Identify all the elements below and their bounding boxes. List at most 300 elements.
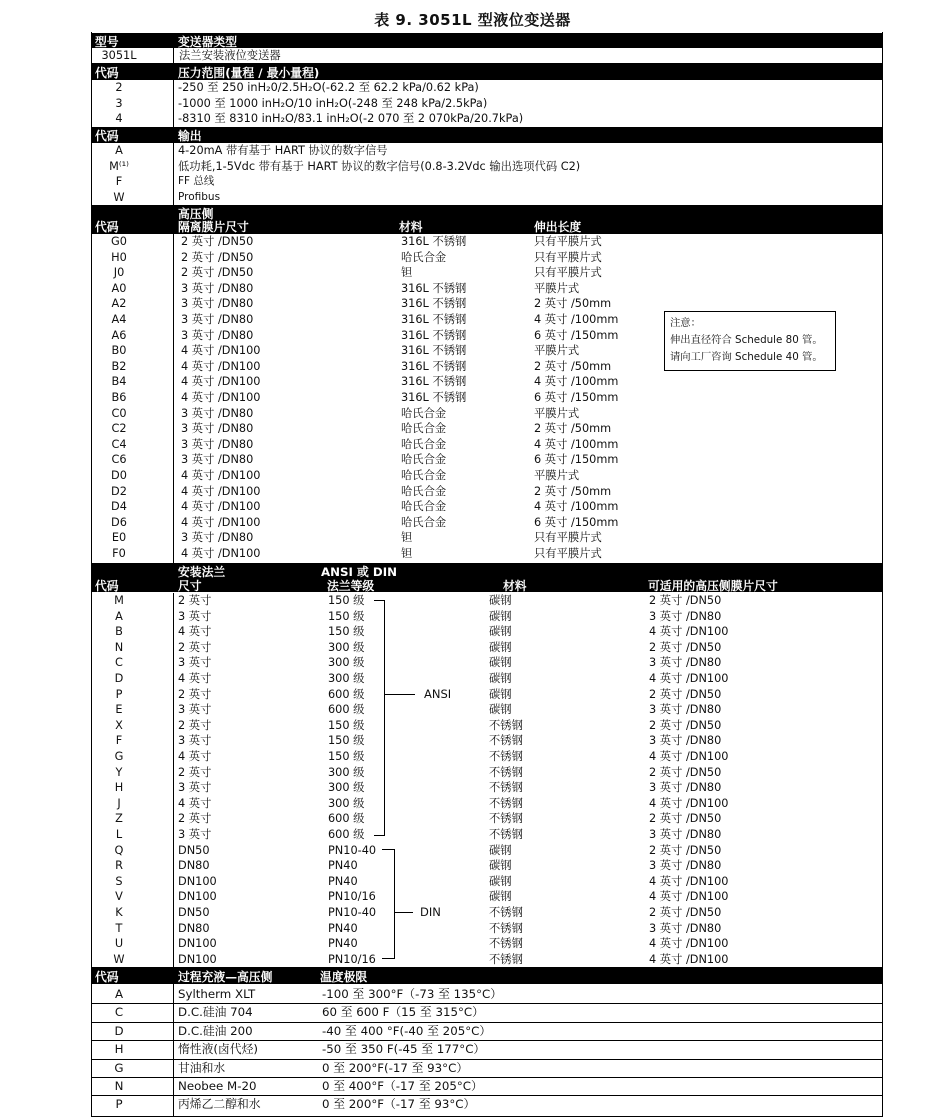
hp-extension: 只有平膜片式 (534, 250, 602, 264)
flange-row (91, 811, 882, 827)
flange-header-applicable: 可适用的高压侧膜片尺寸 (648, 579, 778, 593)
hp-row (91, 250, 882, 266)
flange-rating: PN10-40 (328, 906, 377, 919)
flange-applicable: 4 英寸 /DN100 (649, 672, 729, 685)
flange-row (91, 843, 882, 859)
fill-code: C (114, 1005, 124, 1020)
fill-temp: 0 至 200°F(-17 至 93°C） (322, 1060, 469, 1075)
hp-code: B0 (111, 344, 127, 358)
hp-row (91, 406, 882, 422)
flange-applicable: 4 英寸 /DN100 (649, 625, 729, 639)
fill-temp: 0 至 400°F（-17 至 205°C） (322, 1079, 483, 1093)
column-divider (173, 80, 174, 127)
note-box (664, 311, 836, 371)
fill-temp: 0 至 200°F（-17 至 93°C） (322, 1097, 476, 1112)
flange-applicable: 2 英寸 /DN50 (649, 594, 722, 607)
hp-material: 钽 (401, 266, 413, 280)
ansi-label: ANSI (424, 687, 452, 701)
flange-row (91, 905, 882, 921)
range-header-label: 压力范围(量程 / 最小量程) (178, 66, 320, 80)
flange-material: 不锈钢 (489, 734, 523, 748)
flange-code: V (115, 890, 123, 904)
flange-code: L (115, 828, 123, 841)
flange-applicable: 2 英寸 /DN50 (649, 718, 722, 732)
hp-material: 哈氏合金 (401, 515, 447, 529)
flange-material: 碳钢 (489, 843, 512, 857)
flange-code: F (115, 734, 123, 748)
hp-material: 哈氏合金 (401, 453, 447, 467)
ansi-bracket (374, 600, 385, 836)
hp-size: 4 英寸 /DN100 (181, 375, 261, 389)
flange-applicable: 4 英寸 /DN100 (649, 937, 729, 951)
flange-rating: PN40 (328, 921, 358, 935)
flange-row (91, 796, 882, 812)
flange-material: 不锈钢 (489, 952, 523, 966)
flange-size: DN50 (178, 843, 210, 857)
hp-size: 3 英寸 /DN80 (181, 422, 254, 436)
hp-extension: 4 英寸 /100mm (534, 313, 619, 326)
flange-material: 碳钢 (489, 874, 512, 888)
flange-applicable: 3 英寸 /DN80 (649, 656, 722, 670)
ansi-bracket-tick (385, 694, 415, 695)
hp-extension: 6 英寸 /150mm (534, 328, 619, 342)
hp-row (91, 281, 882, 297)
hp-code: A2 (111, 297, 127, 311)
hp-extension: 2 英寸 /50mm (534, 359, 612, 373)
fill-fluid: 丙烯乙二醇和水 (178, 1097, 261, 1112)
hp-code: C4 (111, 437, 127, 451)
hp-size: 2 英寸 /DN50 (181, 266, 254, 280)
hp-header (91, 205, 882, 234)
flange-rating: 300 级 (328, 672, 365, 685)
hp-code: F0 (112, 547, 126, 560)
output-text: 低功耗,1-5Vdc 带有基于 HART 协议的数字信号(0.8-3.2Vdc 输出选项代码 C2) (178, 159, 581, 173)
hp-header-top: 高压侧 (178, 207, 214, 221)
hp-material: 钽 (401, 547, 413, 560)
hp-size: 3 英寸 /DN80 (181, 313, 254, 326)
hp-size: 4 英寸 /DN100 (181, 391, 261, 404)
hp-code: H0 (111, 250, 127, 264)
flange-rating: PN40 (328, 874, 358, 888)
flange-rating: PN40 (328, 937, 358, 951)
hp-extension: 只有平膜片式 (534, 235, 602, 248)
flange-code: S (115, 874, 123, 888)
flange-material: 不锈钢 (489, 921, 523, 935)
flange-rating: 600 级 (328, 703, 365, 717)
output-code: F (115, 175, 123, 188)
flange-code: J (117, 796, 121, 810)
hp-material: 哈氏合金 (401, 250, 447, 264)
hp-row (91, 452, 882, 468)
fill-header-fluid: 过程充液—高压侧 (178, 970, 273, 984)
note-line: 请向工厂咨询 Schedule 40 管。 (670, 351, 823, 363)
din-bracket-tick (395, 912, 413, 913)
fill-header (91, 967, 882, 984)
flange-applicable: 4 英寸 /DN100 (649, 874, 729, 888)
flange-row (91, 921, 882, 937)
hp-row (91, 515, 882, 531)
hp-extension: 4 英寸 /100mm (534, 500, 619, 514)
fill-header-temp: 温度极限 (320, 970, 368, 984)
hp-size: 4 英寸 /DN100 (181, 547, 261, 560)
hp-code: A0 (111, 281, 127, 295)
fill-fluid: Syltherm XLT (178, 987, 256, 1001)
fill-temp: 60 至 600 F（15 至 315°C） (322, 1005, 484, 1020)
flange-applicable: 3 英寸 /DN80 (649, 828, 722, 841)
hp-material: 316L 不锈钢 (401, 359, 467, 373)
flange-code: R (115, 859, 123, 873)
flange-row (91, 733, 882, 749)
flange-material: 不锈钢 (489, 906, 523, 919)
flange-material: 不锈钢 (489, 937, 523, 951)
hp-material: 哈氏合金 (401, 406, 447, 420)
hp-row (91, 234, 882, 250)
flange-rating: 150 级 (328, 734, 365, 748)
hp-extension: 平膜片式 (534, 281, 580, 295)
flange-applicable: 4 英寸 /DN100 (649, 750, 729, 763)
hp-extension: 4 英寸 /100mm (534, 437, 619, 451)
column-divider (173, 48, 174, 64)
flange-size: DN50 (178, 906, 210, 919)
hp-size: 3 英寸 /DN80 (181, 531, 254, 545)
hp-row (91, 437, 882, 453)
flange-size: DN80 (178, 859, 210, 873)
range-code: 3 (115, 96, 123, 110)
fill-row-divider (91, 1003, 882, 1004)
flange-size: DN100 (178, 890, 217, 904)
flange-code: E (115, 703, 123, 717)
flange-size: 2 英寸 (178, 640, 212, 654)
flange-material: 碳钢 (489, 703, 512, 717)
flange-material: 碳钢 (489, 687, 512, 701)
model-text: 法兰安装液位变送器 (179, 49, 281, 62)
hp-size: 3 英寸 /DN80 (181, 406, 254, 420)
flange-row (91, 858, 882, 874)
flange-size: 4 英寸 (178, 672, 212, 685)
flange-rating: 300 级 (328, 796, 365, 810)
flange-material: 碳钢 (489, 672, 512, 685)
hp-material: 316L 不锈钢 (401, 391, 467, 404)
fill-temp: -100 至 300°F（-73 至 135°C） (322, 987, 503, 1001)
hp-row (91, 530, 882, 546)
hp-code: C2 (111, 422, 127, 436)
fill-row-divider (91, 1095, 882, 1096)
flange-header (91, 563, 882, 592)
flange-code: T (115, 921, 123, 935)
hp-material: 哈氏合金 (401, 500, 447, 514)
flange-row (91, 749, 882, 765)
flange-size: DN80 (178, 921, 210, 935)
output-row (91, 174, 882, 190)
flange-row (91, 936, 882, 952)
hp-material: 哈氏合金 (401, 437, 447, 451)
flange-size: 2 英寸 (178, 594, 212, 607)
note-line: 伸出直径符合 Schedule 80 管。 (670, 334, 823, 346)
flange-row (91, 640, 882, 656)
output-row (91, 143, 882, 159)
flange-row (91, 765, 882, 781)
flange-code: K (115, 906, 123, 919)
range-text: -1000 至 1000 inH₂O/10 inH₂O(-248 至 248 kPa/2.5kPa) (178, 96, 488, 110)
model-header-code: 型号 (95, 35, 119, 49)
column-divider (173, 234, 174, 563)
hp-extension: 平膜片式 (534, 469, 580, 482)
flange-row (91, 827, 882, 843)
hp-row (91, 265, 882, 281)
flange-code: Q (114, 843, 124, 857)
output-header-code: 代码 (95, 129, 119, 143)
fill-header-code: 代码 (95, 970, 119, 984)
flange-size: 3 英寸 (178, 781, 212, 795)
hp-material: 316L 不锈钢 (401, 375, 467, 389)
flange-material: 碳钢 (489, 609, 512, 623)
hp-header-code: 代码 (95, 220, 119, 234)
hp-size: 4 英寸 /DN100 (181, 515, 261, 529)
hp-material: 哈氏合金 (401, 422, 447, 436)
flange-size: 3 英寸 (178, 656, 212, 670)
flange-rating: 300 级 (328, 781, 365, 795)
flange-applicable: 2 英寸 /DN50 (649, 812, 722, 826)
fill-row (91, 1095, 882, 1113)
hp-extension: 平膜片式 (534, 344, 580, 358)
hp-code: C0 (111, 406, 127, 420)
fill-code: A (114, 987, 124, 1001)
hp-code: A6 (111, 328, 127, 342)
flange-row (91, 874, 882, 890)
flange-row (91, 952, 882, 968)
flange-rating: PN10/16 (328, 890, 376, 904)
flange-header-rating: 法兰等级 (327, 579, 375, 593)
hp-code: B2 (111, 359, 127, 373)
hp-material: 316L 不锈钢 (401, 297, 467, 311)
output-row (91, 159, 882, 175)
flange-material: 碳钢 (489, 890, 512, 904)
hp-extension: 6 英寸 /150mm (534, 453, 619, 467)
flange-header-top2: ANSI 或 DIN (321, 565, 397, 579)
output-text: 4-20mA 带有基于 HART 协议的数字信号 (178, 144, 388, 157)
flange-rating: 300 级 (328, 656, 365, 670)
fill-row (91, 1003, 882, 1021)
model-header-label: 变送器类型 (178, 35, 237, 49)
flange-code: W (113, 952, 125, 966)
fill-row-divider (91, 1040, 882, 1041)
flange-row (91, 889, 882, 905)
column-divider (173, 593, 174, 967)
flange-material: 不锈钢 (489, 828, 523, 841)
hp-extension: 6 英寸 /150mm (534, 515, 619, 529)
hp-code: B6 (111, 391, 127, 404)
flange-code: B (115, 625, 123, 639)
flange-row (91, 624, 882, 640)
hp-extension: 只有平膜片式 (534, 266, 602, 280)
flange-material: 碳钢 (489, 859, 512, 873)
hp-code: D2 (111, 484, 127, 498)
fill-fluid: 惰性液(卤代烃) (178, 1042, 258, 1057)
output-code: M⁽¹⁾ (109, 159, 129, 173)
fill-row (91, 1077, 882, 1095)
hp-size: 3 英寸 /DN80 (181, 297, 254, 311)
flange-material: 不锈钢 (489, 718, 523, 732)
flange-code: U (114, 937, 124, 951)
flange-size: 3 英寸 (178, 609, 212, 623)
flange-applicable: 3 英寸 /DN80 (649, 859, 722, 873)
flange-size: 3 英寸 (178, 828, 212, 841)
flange-size: 2 英寸 (178, 687, 212, 701)
flange-size: 2 英寸 (178, 765, 212, 779)
flange-code: C (115, 656, 123, 670)
flange-row (91, 593, 882, 609)
range-row (91, 80, 882, 96)
flange-row (91, 687, 882, 703)
hp-material: 316L 不锈钢 (401, 313, 467, 326)
flange-row (91, 655, 882, 671)
hp-size: 4 英寸 /DN100 (181, 500, 261, 514)
range-header-code: 代码 (95, 66, 119, 80)
model-code: 3051L (101, 49, 137, 62)
hp-material: 316L 不锈钢 (401, 328, 467, 342)
hp-size: 3 英寸 /DN80 (181, 281, 254, 295)
hp-size: 4 英寸 /DN100 (181, 359, 261, 373)
fill-temp: -40 至 400 °F(-40 至 205°C） (322, 1023, 492, 1038)
hp-code: D0 (111, 469, 127, 482)
flange-code: A (115, 609, 123, 623)
fill-fluid: D.C.硅油 704 (178, 1005, 253, 1020)
hp-size: 3 英寸 /DN80 (181, 453, 254, 467)
flange-rating: 150 级 (328, 750, 365, 763)
flange-applicable: 4 英寸 /DN100 (649, 952, 729, 966)
flange-row (91, 718, 882, 734)
hp-size: 2 英寸 /DN50 (181, 250, 254, 264)
flange-size: DN100 (178, 874, 217, 888)
flange-header-code: 代码 (95, 579, 119, 593)
hp-code: C6 (111, 453, 127, 467)
fill-fluid: Neobee M-20 (178, 1079, 257, 1093)
flange-material: 不锈钢 (489, 750, 523, 763)
flange-rating: 150 级 (328, 594, 365, 607)
range-text: -250 至 250 inH₂0/2.5H₂O(-62.2 至 62.2 kPa/0.62 kPa) (178, 81, 479, 94)
flange-code: H (114, 781, 124, 795)
flange-applicable: 3 英寸 /DN80 (649, 609, 722, 623)
hp-code: E0 (111, 531, 127, 545)
fill-fluid: D.C.硅油 200 (178, 1023, 253, 1038)
flange-size: DN100 (178, 952, 217, 966)
hp-row (91, 546, 882, 562)
hp-extension: 平膜片式 (534, 406, 580, 420)
hp-row (91, 421, 882, 437)
flange-applicable: 2 英寸 /DN50 (649, 640, 722, 654)
flange-applicable: 3 英寸 /DN80 (649, 703, 722, 717)
flange-code: D (114, 672, 124, 685)
flange-rating: 150 级 (328, 625, 365, 639)
flange-material: 碳钢 (489, 625, 512, 639)
flange-material: 不锈钢 (489, 765, 523, 779)
flange-code: N (114, 640, 124, 654)
hp-size: 3 英寸 /DN80 (181, 328, 254, 342)
hp-size: 4 英寸 /DN100 (181, 484, 261, 498)
flange-rating: PN10/16 (328, 952, 376, 966)
flange-row (91, 671, 882, 687)
flange-applicable: 3 英寸 /DN80 (649, 921, 722, 935)
flange-code: Z (115, 812, 123, 826)
hp-code: B4 (111, 375, 127, 389)
flange-applicable: 2 英寸 /DN50 (649, 765, 722, 779)
hp-material: 哈氏合金 (401, 469, 447, 482)
table-title: 表 9. 3051L 型液位变送器 (374, 11, 571, 29)
flange-applicable: 4 英寸 /DN100 (649, 796, 729, 810)
flange-applicable: 2 英寸 /DN50 (649, 906, 722, 919)
fill-row (91, 1022, 882, 1040)
hp-size: 3 英寸 /DN80 (181, 437, 254, 451)
column-divider (173, 984, 174, 1116)
hp-code: J0 (113, 266, 125, 280)
hp-row (91, 468, 882, 484)
hp-header-extension: 伸出长度 (534, 220, 582, 234)
hp-header-size: 隔离膜片尺寸 (178, 220, 249, 234)
hp-size: 4 英寸 /DN100 (181, 344, 261, 358)
range-header (91, 64, 882, 80)
fill-fluid: 甘油和水 (178, 1060, 226, 1075)
note-title: 注意： (670, 317, 701, 329)
flange-rating: 300 级 (328, 640, 365, 654)
output-header-label: 输出 (178, 129, 202, 143)
hp-row (91, 484, 882, 500)
hp-size: 4 英寸 /DN100 (181, 469, 261, 482)
flange-code: G (114, 750, 124, 763)
flange-rating: PN10-40 (328, 843, 377, 857)
flange-rating: 600 级 (328, 687, 365, 701)
hp-material: 316L 不锈钢 (401, 235, 467, 248)
fill-code: G (114, 1060, 124, 1075)
hp-row (91, 296, 882, 312)
flange-material: 碳钢 (489, 640, 512, 654)
flange-code: X (115, 718, 123, 732)
flange-applicable: 2 英寸 /DN50 (649, 687, 722, 701)
hp-code: D6 (111, 515, 127, 529)
flange-row (91, 780, 882, 796)
hp-extension: 4 英寸 /100mm (534, 375, 619, 389)
flange-applicable: 3 英寸 /DN80 (649, 734, 722, 748)
flange-applicable: 2 英寸 /DN50 (649, 843, 722, 857)
flange-row (91, 609, 882, 625)
flange-material: 不锈钢 (489, 812, 523, 826)
hp-size: 2 英寸 /DN50 (181, 235, 254, 248)
flange-header-top1: 安装法兰 (178, 565, 226, 579)
flange-material: 不锈钢 (489, 796, 523, 810)
flange-rating: 150 级 (328, 609, 365, 623)
fill-row (91, 985, 882, 1003)
fill-code: H (114, 1042, 124, 1057)
output-code: W (113, 190, 125, 204)
flange-applicable: 4 英寸 /DN100 (649, 890, 729, 904)
flange-header-material: 材料 (503, 579, 527, 593)
flange-size: 3 英寸 (178, 734, 212, 748)
model-row (91, 48, 882, 64)
fill-code: N (114, 1079, 124, 1093)
flange-rating: 150 级 (328, 718, 365, 732)
hp-extension: 2 英寸 /50mm (534, 422, 612, 436)
flange-material: 碳钢 (489, 656, 512, 670)
din-label: DIN (420, 905, 441, 919)
hp-material: 哈氏合金 (401, 484, 447, 498)
output-text: FF 总线 (178, 175, 215, 187)
hp-row (91, 390, 882, 406)
flange-applicable: 3 英寸 /DN80 (649, 781, 722, 795)
hp-material: 316L 不锈钢 (401, 281, 467, 295)
hp-header-material: 材料 (399, 220, 423, 234)
hp-code: D4 (111, 500, 127, 514)
flange-rating: PN40 (328, 859, 358, 873)
range-row (91, 111, 882, 127)
